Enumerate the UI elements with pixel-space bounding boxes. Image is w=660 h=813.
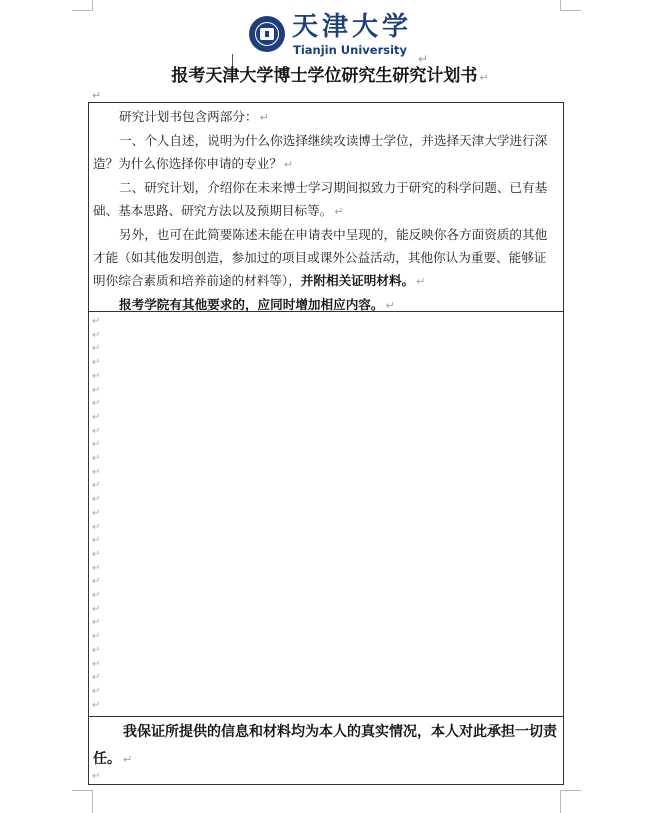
declaration-text: 我保证所提供的信息和材料均为本人的真实情况，本人对此承担一切责任。 ↵ [93, 724, 557, 767]
empty-line-mark-icon: ↵ [92, 453, 101, 464]
empty-line-mark-icon: ↵ [92, 631, 101, 643]
empty-line-mark-icon: ↵ [92, 535, 101, 547]
empty-line-mark-icon: ↵ [92, 494, 101, 506]
instructions-part1: 一、个人自述，说明为什么你选择继续攻读博士学位，并选择天津大学进行深造？为什么你选择你申请的专业？ ↵ [93, 133, 548, 171]
empty-line-mark-icon: ↵ [92, 316, 101, 327]
paragraph-mark-icon: ↵ [385, 299, 395, 312]
paragraph-mark-icon: ↵ [479, 71, 489, 84]
university-logo-english: Tianjin University [293, 43, 408, 57]
instructions-part2: 二、研究计划，介绍你在未来博士学习期间拟致力于研究的科学问题、已有基础、基本思路、研究方法以及预期目标等。 ↵ [93, 180, 548, 218]
instructions-part3: 另外，也可在此简要陈述未能在申请表中呈现的，能反映你各方面资质的其他才能（如其他发明创造，参加过的项目或课外公益活动，其他你认为重要、能够证明你综合素质和培养前途的材料等），并附相关证明材料。 ↵ [93, 227, 548, 288]
instructions-cell[interactable] [89, 103, 563, 312]
empty-line-mark-icon: ↵ [92, 425, 101, 437]
research-plan-writing-area[interactable] [89, 312, 563, 717]
empty-line-mark-icon: ↵ [92, 329, 101, 341]
empty-line-mark-icon: ↵ [92, 370, 101, 382]
empty-line-mark-icon: ↵ [92, 548, 101, 560]
empty-line-mark-icon: ↵ [92, 590, 101, 601]
empty-line-mark-icon: ↵ [92, 411, 101, 423]
university-seal-icon [249, 16, 285, 52]
empty-line-mark-icon: ↵ [92, 672, 101, 684]
paragraph-mark-icon: ↵ [418, 52, 429, 66]
page-corner-bottom-right [560, 790, 581, 813]
empty-line-mark-icon: ↵ [92, 617, 101, 629]
document-title[interactable]: 报考天津大学博士学位研究生研究计划书 ↵ [171, 66, 489, 86]
empty-line-mark-icon: ↵ [92, 466, 101, 478]
empty-line-mark-icon: ↵ [92, 644, 101, 656]
empty-line-mark-icon: ↵ [92, 507, 101, 519]
empty-line-mark-icon: ↵ [92, 384, 101, 396]
empty-line-mark-icon: ↵ [92, 439, 101, 451]
university-logo-chinese: 天津大学 [292, 12, 413, 42]
empty-line-mark-icon: ↵ [92, 480, 101, 492]
paragraph-mark-icon: ↵ [334, 205, 344, 218]
plan-table [88, 102, 564, 785]
empty-line-mark-icon: ↵ [92, 562, 101, 574]
university-header [0, 10, 660, 66]
paragraph-mark-icon: ↵ [259, 111, 269, 124]
empty-line-mark-icon: ↵ [92, 603, 101, 615]
instructions-heading: 研究计划书包含两部分： ↵ [119, 109, 269, 124]
declaration-cell[interactable] [89, 717, 563, 785]
paragraph-mark-icon: ↵ [92, 89, 102, 102]
instructions-note: 报考学院有其他要求的，应同时增加相应内容。 ↵ [119, 297, 395, 312]
empty-line-mark-icon: ↵ [92, 398, 101, 410]
paragraph-mark-icon: ↵ [123, 753, 133, 766]
empty-line-mark-icon: ↵ [92, 699, 101, 711]
empty-line-mark-icon: ↵ [92, 658, 101, 670]
paragraph-mark-icon: ↵ [283, 158, 294, 171]
empty-line-mark-icon: ↵ [92, 343, 101, 355]
paragraph-mark-icon: ↵ [92, 771, 101, 782]
empty-line-mark-icon: ↵ [92, 576, 101, 588]
empty-line-mark-icon: ↵ [92, 685, 101, 697]
empty-line-mark-icon: ↵ [92, 521, 101, 533]
page-corner-bottom-left [72, 790, 93, 813]
paragraph-mark-icon: ↵ [416, 275, 426, 288]
empty-line-mark-icon: ↵ [92, 357, 101, 369]
